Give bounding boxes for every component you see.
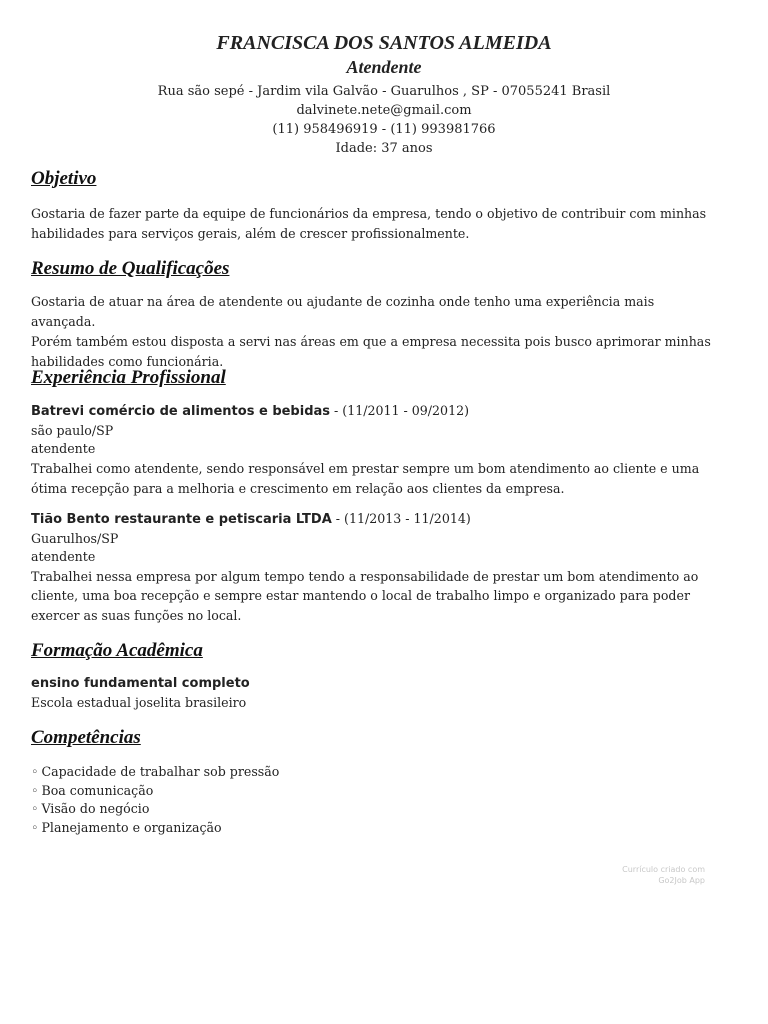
app-credit <box>622 864 705 886</box>
job-description-line: cliente, uma boa recepção e sempre estar mantendo o local de trabalho limpo e organizado para poder <box>31 588 690 603</box>
job-entry <box>31 402 711 499</box>
job-location: Guarulhos/SP <box>31 530 119 546</box>
job-heading <box>31 510 711 530</box>
job-heading <box>31 402 711 422</box>
bullet-icon: ◦ <box>31 764 39 779</box>
job-location: são paulo/SP <box>31 422 114 438</box>
skill-item: ◦ Visão do negócio <box>31 801 150 816</box>
bullet-icon: ◦ <box>31 801 39 816</box>
job-description-line: exercer as suas funções no local. <box>31 607 242 623</box>
section-title-experiencia: Experiência Profissional <box>31 367 226 388</box>
section-title-formacao: Formação Acadêmica <box>31 640 203 661</box>
education-entry <box>31 675 711 712</box>
education-course: ensino fundamental completo <box>31 676 250 691</box>
bullet-icon: ◦ <box>31 819 39 835</box>
objetivo-line: Gostaria de fazer parte da equipe de funcionários da empresa, tendo o objetivo de contribuir com minhas <box>31 206 707 221</box>
job-company: Tião Bento restaurante e petiscaria LTDA <box>31 512 332 527</box>
skill-item: ◦ Planejamento e organização <box>31 819 222 835</box>
resume-header <box>0 32 768 158</box>
address-line: Rua são sepé - Jardim vila Galvão - Guarulhos , SP - 07055241 Brasil <box>157 84 611 99</box>
candidate-role: Atendente <box>346 57 422 77</box>
section-title-objetivo: Objetivo <box>31 168 97 189</box>
bullet-icon: ◦ <box>31 782 39 798</box>
credit-app-name: Go2Job App <box>658 876 705 885</box>
resumo-text <box>31 292 711 372</box>
section-title-resumo: Resumo de Qualificações <box>31 258 230 279</box>
phone-line: (11) 958496919 - (11) 993981766 <box>272 122 496 137</box>
age-line: Idade: 37 anos <box>335 141 433 156</box>
job-description-line: ótima recepção para a melhoria e crescimento em relação aos clientes da empresa. <box>31 480 565 496</box>
skill-item: ◦ Capacidade de trabalhar sob pressão <box>31 764 280 779</box>
email-line: dalvinete.nete@gmail.com <box>296 103 472 118</box>
section-title-competencias: Competências <box>31 727 141 748</box>
job-period: - (11/2011 - 09/2012) <box>330 403 470 418</box>
objetivo-text <box>31 204 711 244</box>
job-entry <box>31 510 711 625</box>
resumo-line: habilidades como funcionária. <box>31 354 224 369</box>
job-position: atendente <box>31 441 96 456</box>
resumo-line: Gostaria de atuar na área de atendente ou ajudante de cozinha onde tenho uma experiência mais avançada. <box>31 294 655 329</box>
credit-line: Currículo criado com <box>622 865 705 874</box>
job-period: - (11/2013 - 11/2014) <box>331 511 471 526</box>
job-company: Batrevi comércio de alimentos e bebidas <box>31 404 331 419</box>
candidate-name: FRANCISCA DOS SANTOS ALMEIDA <box>216 32 552 54</box>
education-school: Escola estadual joselita brasileiro <box>31 694 247 710</box>
skill-item: ◦ Boa comunicação <box>31 782 154 798</box>
resumo-line: Porém também estou disposta a servi nas áreas em que a empresa necessita pois busco aprimorar minhas <box>31 334 711 349</box>
job-description-line: Trabalhei como atendente, sendo responsável em prestar sempre um bom atendimento ao cliente e uma <box>31 460 700 476</box>
objetivo-line: habilidades para serviços gerais, além de crescer profissionalmente. <box>31 226 470 241</box>
skills-list <box>31 763 279 837</box>
job-position: atendente <box>31 549 96 564</box>
job-description-line: Trabalhei nessa empresa por algum tempo tendo a responsabilidade de prestar um bom atendimento ao <box>31 568 699 584</box>
